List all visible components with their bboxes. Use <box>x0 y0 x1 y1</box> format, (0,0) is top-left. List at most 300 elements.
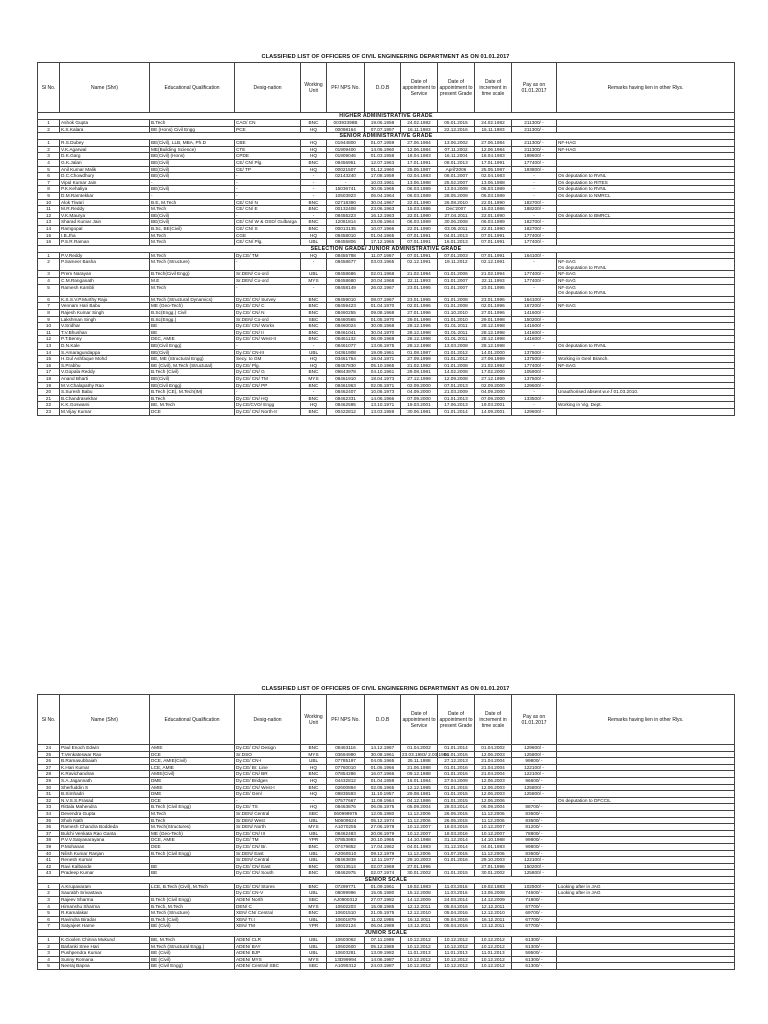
cell-designation: CAO/ CN <box>235 120 301 127</box>
cell-pay: 67700/ - <box>512 916 557 923</box>
cell-designation: Dy.CE/ CN/ III <box>235 830 301 837</box>
cell-remarks <box>557 863 735 870</box>
cell-working-unit: UBL <box>301 850 327 857</box>
cell-date-appt-service: 21.02.1994 <box>401 271 438 278</box>
cell-date-appt-grade: 01.10.2010 <box>438 310 475 317</box>
cell-date-appt-grade: 30.06.2008 <box>438 219 475 226</box>
cell-date-appt-grade: 27.04.2011 <box>438 212 475 219</box>
cell-qualification: B.Tech (Civil Engg) <box>150 804 235 811</box>
cell-date-increment: 12.12.2010 <box>475 910 512 917</box>
cell-pf-nps: 07853993 <box>327 837 365 844</box>
cell-remarks <box>557 336 735 343</box>
cell-designation: ADEN/ BAY <box>235 943 301 950</box>
cell-remarks <box>557 232 735 239</box>
cell-date-increment: 12.06.2006 <box>475 797 512 804</box>
cell-date-appt-service: 27.06.1984 <box>401 140 438 147</box>
cell-name: Sunny Romana <box>60 956 150 963</box>
cell-date-increment: 02.04.1983 <box>475 173 512 180</box>
cell-remarks <box>557 758 735 765</box>
cell-pf-nps: 08463116 <box>327 745 365 752</box>
cell-date-increment: 19.02.1983 <box>475 883 512 890</box>
cell-working-unit: HQ <box>301 356 327 363</box>
cell-dob: 06.06.1975 <box>365 804 401 811</box>
cell-date-increment: 17.02.2000 <box>475 369 512 376</box>
cell-date-appt-grade: 27.12.2013 <box>438 758 475 765</box>
cell-date-increment: 25.05.1987 <box>475 166 512 173</box>
cell-dob: 30.08.1968 <box>365 323 401 330</box>
cell-date-appt-service: 06.03.1989 <box>401 219 438 226</box>
cell-dob: 02.05.1971 <box>365 382 401 389</box>
cell-pay: 211300/ - <box>512 146 557 153</box>
cell-pay: - <box>512 259 557 271</box>
cell-sl-no: 31 <box>38 791 60 798</box>
table-row <box>38 956 735 963</box>
cell-date-increment: 14.09.2001 <box>475 408 512 415</box>
cell-date-appt-service: 19.03.2001 <box>401 402 438 409</box>
cell-remarks <box>557 956 735 963</box>
cell-name: Prem Narayan <box>60 271 150 278</box>
cell-date-appt-service: 25.11.1988 <box>401 758 438 765</box>
cell-name: I.B.Jha <box>60 232 150 239</box>
header-name: Name (Shri) <box>60 63 150 113</box>
cell-pf-nps: 10601510 <box>327 910 365 917</box>
cell-remarks <box>557 897 735 904</box>
cell-date-increment: 04.09.2000 <box>475 389 512 396</box>
cell-date-appt-grade: 05.01.2015 <box>438 120 475 127</box>
table-row <box>38 192 735 199</box>
table-row <box>38 824 735 831</box>
cell-pay: 211300/ - <box>512 120 557 127</box>
cell-pay: 129600/ - <box>512 745 557 752</box>
cell-qualification: B.Tech (Civil) <box>150 369 235 376</box>
cell-name: Sherfuddin S <box>60 784 150 791</box>
cell-date-appt-service: 25.05.1987 <box>401 166 438 173</box>
cell-designation: Sr.DEN/ Central <box>235 857 301 864</box>
section-title: SENIOR SCALE <box>38 876 735 883</box>
cell-name: Paul Enoch Edwin <box>60 745 150 752</box>
cell-date-appt-grade: 21.03.2009 <box>438 389 475 396</box>
cell-date-increment: 11.12.2006 <box>475 810 512 817</box>
cell-date-appt-grade: 26.08.2010 <box>438 199 475 206</box>
cell-pay: 125800/ - <box>512 870 557 877</box>
cell-dob: 13.03.1959 <box>365 408 401 415</box>
header-pf-nps: PF/ NPS No. <box>327 63 365 113</box>
cell-designation: - <box>235 389 301 396</box>
cell-pf-nps: 08462331 <box>327 395 365 402</box>
cell-dob: 30.04.1970 <box>365 329 401 336</box>
cell-qualification: BE(Civil) <box>150 219 235 226</box>
header-sl-no: Sl No. <box>38 63 60 113</box>
cell-working-unit: BNC <box>301 199 327 206</box>
table-row <box>38 310 735 317</box>
cell-designation: CE/ CN/ Plg. <box>235 239 301 246</box>
cell-date-appt-service: 11.12.2006 <box>401 817 438 824</box>
cell-designation: Dy.CE/CVO/ Engg <box>235 402 301 409</box>
cell-pf-nps: 08462975 <box>327 870 365 877</box>
cell-working-unit: - <box>301 284 327 296</box>
cell-date-appt-grade: 18.03.2016 <box>438 830 475 837</box>
cell-qualification: AMIE <box>150 784 235 791</box>
cell-sl-no: 22 <box>38 402 60 409</box>
header-pf-nps: PF/ NPS No. <box>327 695 365 745</box>
cell-designation: Dy.CE/ CN/ Stores <box>235 883 301 890</box>
cell-pay: 177400/ - <box>512 232 557 239</box>
cell-remarks <box>557 824 735 831</box>
cell-date-increment: 12.12.2011 <box>475 903 512 910</box>
cell-remarks <box>557 199 735 206</box>
cell-pay: 59500/ - <box>512 950 557 957</box>
cell-remarks: NF-SAG <box>557 303 735 310</box>
cell-designation: Sr.DSO <box>235 751 301 758</box>
cell-name: Pradeep Kumar <box>60 870 150 877</box>
cell-designation: Sr.DEN/ Co-ord <box>235 278 301 285</box>
cell-pay: 211300/ - <box>512 126 557 133</box>
cell-sl-no: 40 <box>38 850 60 857</box>
cell-date-appt-grade: 01.01.2011 <box>438 329 475 336</box>
table-header <box>38 695 735 745</box>
cell-pay: 125800/ - <box>512 784 557 791</box>
cell-qualification: B.Tech (CE), M.Tech(IM) <box>150 389 235 396</box>
cell-qualification: DCE <box>150 751 235 758</box>
cell-qualification: BE (Civil) <box>150 956 235 963</box>
cell-name: P.S.R.Raman <box>60 239 150 246</box>
cell-remarks <box>557 810 735 817</box>
cell-remarks: NF-SAG <box>557 362 735 369</box>
section-title: SENIOR ADMINISTRATIVE GRADE <box>38 133 735 140</box>
cell-date-appt-grade: 07.01.2013 <box>438 382 475 389</box>
cell-sl-no: 5 <box>38 284 60 296</box>
table-row <box>38 382 735 389</box>
table-row <box>38 278 735 285</box>
cell-pf-nps: 04432812 <box>327 777 365 784</box>
cell-sl-no: 1 <box>38 252 60 259</box>
cell-pf-nps: 08455788 <box>327 252 365 259</box>
cell-date-appt-service: 06.03.1989 <box>401 192 438 199</box>
cell-sl-no: 28 <box>38 771 60 778</box>
section-title: JUNIOR SCALE <box>38 930 735 937</box>
cell-name: D.M.Ramtekkar <box>60 192 150 199</box>
cell-name: S.A.Jagannath <box>60 777 150 784</box>
cell-pf-nps: 08455223 <box>327 212 365 219</box>
cell-designation: Dy.CE/ Genl <box>235 791 301 798</box>
header-dob: D.O.B <box>365 63 401 113</box>
cell-date-appt-grade: 01.01.2007 <box>438 278 475 285</box>
cell-sl-no: 16 <box>38 362 60 369</box>
cell-name: R.Kamalakar <box>60 910 150 917</box>
cell-qualification: B.Tech (Civil) <box>150 916 235 923</box>
cell-date-appt-service: 12.06.1984 <box>401 146 438 153</box>
cell-remarks <box>557 837 735 844</box>
cell-sl-no: 5 <box>38 166 60 173</box>
cell-qualification: B.E, M.Tech <box>150 199 235 206</box>
cell-remarks <box>557 225 735 232</box>
cell-date-increment: 16.12.2011 <box>475 916 512 923</box>
table-row <box>38 771 735 778</box>
cell-dob: 01.04.1970 <box>365 303 401 310</box>
cell-pay: 164100/ - <box>512 252 557 259</box>
cell-sl-no: 6 <box>38 296 60 303</box>
cell-dob: 14.06.1987 <box>365 956 401 963</box>
cell-date-appt-grade: 10.12.2012 <box>438 956 475 963</box>
cell-working-unit: HQ <box>301 126 327 133</box>
header-date-appt-grade: Date of appointment to present Grade <box>438 63 475 113</box>
header-remarks: Remarks having lien in other Rlys. <box>557 63 735 113</box>
cell-dob: 19.04.1971 <box>365 356 401 363</box>
cell-designation: Dy.CE/ CN/ TM <box>235 375 301 382</box>
cell-dob: 01.07.1959 <box>365 140 401 147</box>
cell-pay: 88700/ - <box>512 804 557 811</box>
cell-designation: Sr.DEN/ East <box>235 850 301 857</box>
cell-date-increment: 02.12.1991 <box>475 259 512 271</box>
cell-pay: 83600/ - <box>512 817 557 824</box>
cell-pay: - <box>512 212 557 219</box>
cell-qualification: BE(Civil) (Hons) <box>150 153 235 160</box>
cell-qualification: M.Tech (Structure) <box>150 259 235 271</box>
header-name: Name (Shri) <box>60 695 150 745</box>
cell-remarks <box>557 206 735 213</box>
cell-qualification: M.Tech <box>150 232 235 239</box>
cell-sl-no: 11 <box>38 206 60 213</box>
cell-remarks <box>557 349 735 356</box>
cell-name: Anand Bharti <box>60 375 150 382</box>
cell-pf-nps: 04361908 <box>327 349 365 356</box>
cell-working-unit: - <box>301 192 327 199</box>
cell-qualification: DME <box>150 791 235 798</box>
cell-qualification: M.Tech (Structural Dynamics) <box>150 296 235 303</box>
cell-dob: 24.03.1987 <box>365 963 401 970</box>
cell-date-appt-service: 15.12.2008 <box>401 890 438 897</box>
cell-dob: 15.05.1980 <box>365 890 401 897</box>
cell-date-increment: 07.01.1991 <box>475 232 512 239</box>
cell-working-unit: HQ <box>301 252 327 259</box>
cell-sl-no: 15 <box>38 232 60 239</box>
table-row <box>38 126 735 133</box>
cell-dob: 01.06.1966 <box>365 764 401 771</box>
cell-date-appt-grade: 04.01.2013 <box>438 232 475 239</box>
cell-date-increment: 01.04.2002 <box>475 745 512 752</box>
cell-qualification: B.Tech <box>150 395 235 402</box>
cell-date-appt-grade: 10.12.2012 <box>438 943 475 950</box>
cell-dob: 12.11.1977 <box>365 857 401 864</box>
cell-pf-nps: 10601879 <box>327 916 365 923</box>
cell-pay: - <box>512 186 557 193</box>
cell-date-increment: 28.12.1998 <box>475 323 512 330</box>
cell-date-appt-service: 29.08.1981 <box>401 791 438 798</box>
cell-qualification: M.Tech <box>150 239 235 246</box>
cell-designation: XEN/ TM <box>235 923 301 930</box>
cell-pay: 188200/ - <box>512 206 557 213</box>
cell-date-appt-service: 29.10.2003 <box>401 857 438 864</box>
cell-working-unit: HQ <box>301 764 327 771</box>
cell-name: K.S.Kalara <box>60 126 150 133</box>
cell-designation: Dy.CE/ CN-III <box>235 349 301 356</box>
cell-designation: Dy.CE/ CN/ Design <box>235 745 301 752</box>
cell-pay: 177400/ - <box>512 159 557 166</box>
cell-date-appt-grade: Dec'2007 <box>438 206 475 213</box>
cell-name: Bulchi Venkata Rao Ganta <box>60 830 150 837</box>
cell-dob: 01.04.1965 <box>365 232 401 239</box>
cell-sl-no: 17 <box>38 369 60 376</box>
cell-date-appt-grade: 12.09.2008 <box>438 375 475 382</box>
cell-working-unit: - <box>301 186 327 193</box>
cell-working-unit: BNC <box>301 883 327 890</box>
cell-qualification: BE(Civil), LLB, MBA, Ph.D <box>150 140 235 147</box>
cell-working-unit: UBL <box>301 239 327 246</box>
cell-pay: 74600/ - <box>512 890 557 897</box>
cell-name: S.Prabhu <box>60 362 150 369</box>
cell-pf-nps: 07577667 <box>327 797 365 804</box>
cell-designation: Secy. to GM <box>235 356 301 363</box>
cell-qualification: BE(Civil Engg) <box>150 343 235 350</box>
cell-date-appt-service: 13.06.1988 <box>401 179 438 186</box>
table-row <box>38 817 735 824</box>
cell-qualification: DCE <box>150 408 235 415</box>
cell-designation: Dy.CE/ CN/ Works <box>235 323 301 330</box>
header-date-increment: Date of increment in time scale <box>475 63 512 113</box>
cell-dob: 19.06.1958 <box>365 120 401 127</box>
cell-pay: 150200/ - <box>512 863 557 870</box>
cell-date-increment: 13.12.2011 <box>475 923 512 930</box>
cell-working-unit: BNC <box>301 843 327 850</box>
cell-working-unit: BNC <box>301 369 327 376</box>
cell-date-increment: 21.04.2004 <box>475 764 512 771</box>
cell-dob: 09.12.1979 <box>365 850 401 857</box>
cell-name: M.Vijay Kumar <box>60 408 150 415</box>
cell-pf-nps: - <box>327 179 365 186</box>
cell-dob: 05.10.1965 <box>365 362 401 369</box>
cell-remarks <box>557 166 735 173</box>
cell-qualification: B.Tech (Civil Engg) <box>150 850 235 857</box>
cell-name: Nilish Kumar Ranjan <box>60 850 150 857</box>
cell-sl-no: 4 <box>38 278 60 285</box>
cell-remarks: On deputation to RVNL <box>557 343 735 350</box>
cell-name: B.Chandrasekhar <box>60 395 150 402</box>
cell-name: V.Gopala Reddy <box>60 369 150 376</box>
cell-pf-nps: 08458680 <box>327 278 365 285</box>
cell-dob: 01.05.1970 <box>365 316 401 323</box>
cell-working-unit: BNC <box>301 745 327 752</box>
cell-pf-nps: 08461963 <box>327 382 365 389</box>
cell-pay: 141600/ - <box>512 336 557 343</box>
cell-designation: Sr.DEN/ Central <box>235 810 301 817</box>
cell-remarks <box>557 963 735 970</box>
table-row <box>38 863 735 870</box>
cell-dob: 13.09.1982 <box>365 950 401 957</box>
cell-designation: Dy.CE/ TM <box>235 837 301 844</box>
cell-qualification: BE <box>150 323 235 330</box>
cell-pf-nps: 08458010 <box>327 232 365 239</box>
cell-dob: 02.07.1969 <box>365 863 401 870</box>
cell-date-increment: 29.01.1998 <box>475 316 512 323</box>
cell-designation: Dy.CE/ CN-I <box>235 758 301 765</box>
cell-remarks <box>557 943 735 950</box>
cell-pay: 71800/ - <box>512 897 557 904</box>
cell-designation: Dy.CE/ CN/ West-II <box>235 336 301 343</box>
cell-working-unit: HQ <box>301 146 327 153</box>
cell-pf-nps: 15036741 <box>327 186 365 193</box>
table-row <box>38 745 735 752</box>
cell-remarks <box>557 239 735 246</box>
cell-working-unit: BNC <box>301 910 327 917</box>
cell-working-unit: BNC <box>301 329 327 336</box>
cell-date-appt-grade: 01.01.2015 <box>438 751 475 758</box>
cell-working-unit: YPR <box>301 837 327 844</box>
cell-date-appt-service: 22.01.1990 <box>401 199 438 206</box>
cell-date-appt-service: 28.12.1998 <box>401 329 438 336</box>
cell-sl-no: 18 <box>38 375 60 382</box>
cell-name: K.Ravichandran <box>60 771 150 778</box>
table-row <box>38 225 735 232</box>
table-row <box>38 303 735 310</box>
cell-date-appt-service: 02.01.1996 <box>401 303 438 310</box>
cell-name: Barlanki Sree Hari <box>60 943 150 950</box>
cell-date-increment: 22.01.1990 <box>475 225 512 232</box>
cell-pf-nps: 00013135 <box>327 225 365 232</box>
page-2 <box>37 684 734 970</box>
cell-date-appt-grade: 01.01.2012 <box>438 356 475 363</box>
cell-dob: 01.09.1961 <box>365 883 401 890</box>
table-row <box>38 791 735 798</box>
cell-date-increment: 10.12.2012 <box>475 963 512 970</box>
cell-working-unit: BNC <box>301 303 327 310</box>
cell-sl-no: 14 <box>38 349 60 356</box>
table-row <box>38 963 735 970</box>
cell-sl-no: 26 <box>38 758 60 765</box>
cell-qualification: DCE <box>150 797 235 804</box>
cell-dob: 21.05.1975 <box>365 910 401 917</box>
cell-designation: - <box>235 179 301 186</box>
table-row <box>38 356 735 363</box>
cell-date-appt-grade: 01.01.2011 <box>438 336 475 343</box>
cell-date-increment: 27.12.1999 <box>475 375 512 382</box>
cell-qualification: - <box>150 192 235 199</box>
cell-designation: Dy.CE/ CN/ Survey <box>235 296 301 303</box>
cell-qualification: B.Tech (Civil Engg) <box>150 897 235 904</box>
cell-remarks: Working in Vig. Dept. <box>557 402 735 409</box>
cell-date-appt-service: 04.09.2000 <box>401 389 438 396</box>
cell-qualification: BE, M.Tech <box>150 937 235 944</box>
cell-qualification: BE <box>150 329 235 336</box>
cell-date-appt-service: 21.02.1992 <box>401 362 438 369</box>
cell-working-unit: UBL <box>301 817 327 824</box>
cell-name: H.Gul Ashfaque Mohd <box>60 356 150 363</box>
cell-date-appt-grade: 07.11.2002 <box>438 146 475 153</box>
cell-working-unit: BNC <box>301 784 327 791</box>
cell-pf-nps: 10602600 <box>327 943 365 950</box>
cell-date-appt-service: 06.03.1989 <box>401 186 438 193</box>
cell-pay: 182700/ - <box>512 225 557 232</box>
cell-pf-nps: 08458149 <box>327 284 365 296</box>
table-row <box>38 910 735 917</box>
cell-name: Ramesh Kambli <box>60 284 150 296</box>
header-date-increment: Date of increment in time scale <box>475 695 512 745</box>
cell-dob: 10.07.1966 <box>365 225 401 232</box>
cell-remarks <box>557 771 735 778</box>
cell-remarks: On deputation to BMRCL <box>557 212 735 219</box>
cell-designation: Dy.CE/ Br. Line <box>235 764 301 771</box>
cell-date-increment: 14.12.2009 <box>475 897 512 904</box>
cell-sl-no: 19 <box>38 382 60 389</box>
cell-dob: 01.04.1959 <box>365 777 401 784</box>
table-row <box>38 219 735 226</box>
cell-date-appt-service: 16.12.2011 <box>401 916 438 923</box>
table-row <box>38 349 735 356</box>
cell-remarks <box>557 777 735 784</box>
cell-pf-nps: 00422812 <box>327 408 365 415</box>
cell-sl-no: 5 <box>38 910 60 917</box>
cell-name: R.S.Dubey <box>60 140 150 147</box>
cell-date-increment: 13.05.2008 <box>475 890 512 897</box>
